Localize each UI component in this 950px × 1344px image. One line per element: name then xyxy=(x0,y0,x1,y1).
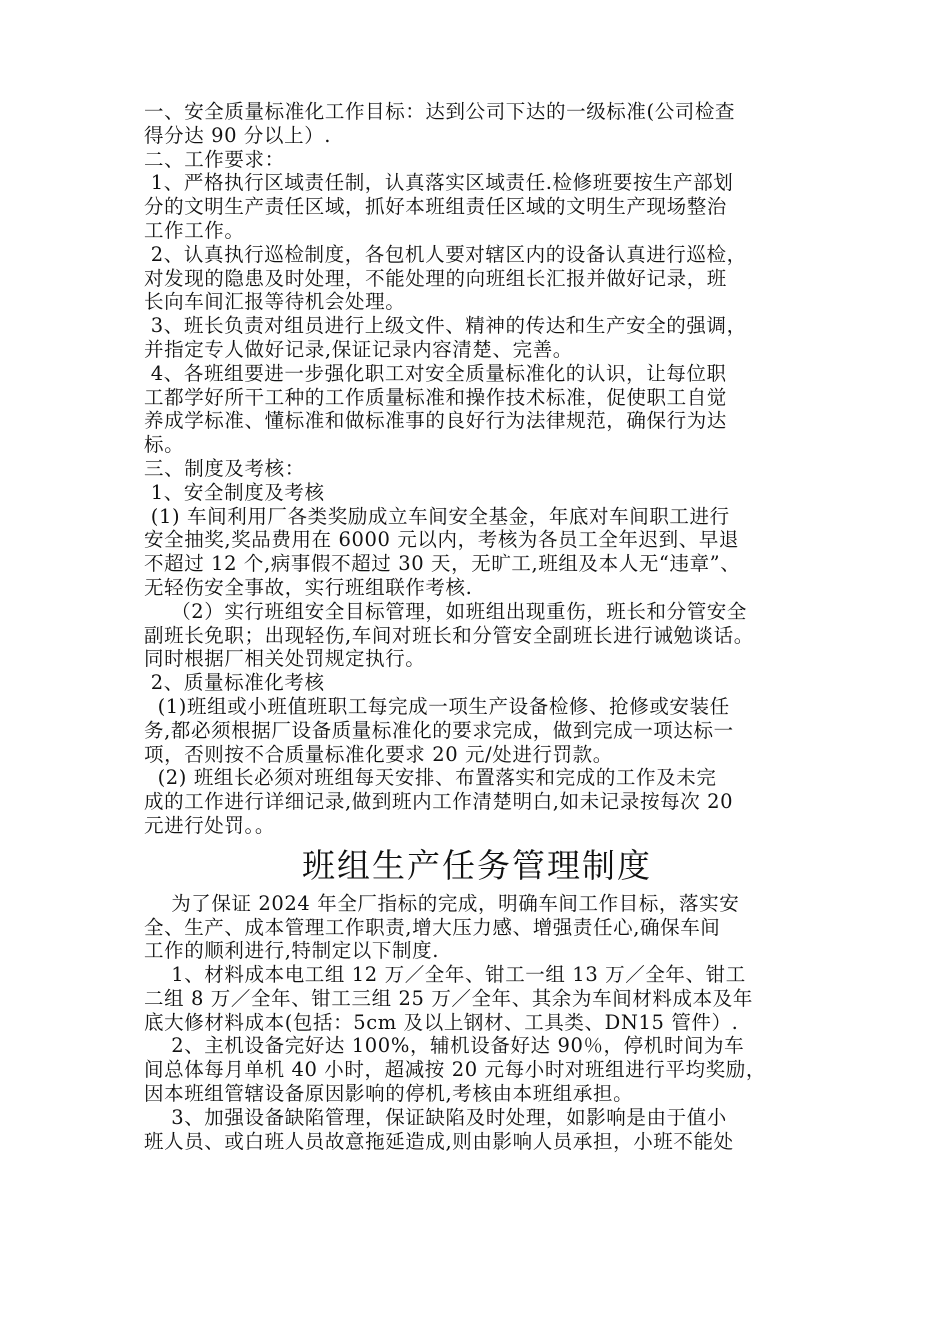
text-line: 不超过 12 个,病事假不超过 30 天，无旷工,班组及本人无“违章”、 xyxy=(144,552,741,576)
text-line: 对发现的隐患及时处理，不能处理的向班组长汇报并做好记录，班 xyxy=(144,266,727,290)
text-line: 4、各班组要进一步强化职工对安全质量标准化的认识，让每位职 xyxy=(144,361,727,385)
section-quality-standard xyxy=(144,100,810,838)
section-title: 班组生产任务管理制度 xyxy=(302,845,652,885)
text-line: 一、安全质量标准化工作目标：达到公司下达的一级标准(公司检查 xyxy=(144,100,736,123)
text-line: 2、质量标准化考核 xyxy=(144,671,325,695)
text-line: 因本班组管辖设备原因影响的停机,考核由本班组承担。 xyxy=(144,1082,634,1106)
text-line: 三、制度及考核： xyxy=(144,456,305,480)
text-line: 1、材料成本电工组 12 万／全年、钳工一组 13 万／全年、钳工 xyxy=(144,963,746,987)
text-line: 养成学标准、懂标准和做标准事的良好行为法律规范，确保行为达 xyxy=(144,409,727,433)
text-line: (1) 车间利用厂各类奖励成立车间安全基金，年底对车间职工进行 xyxy=(144,504,730,528)
text-line: 班人员、或白班人员故意拖延造成,则由影响人员承担，小班不能处 xyxy=(144,1129,734,1153)
text-line: 1、安全制度及考核 xyxy=(144,480,325,504)
text-line: 2、主机设备完好达 100%，辅机设备好达 90％，停机时间为车 xyxy=(144,1034,745,1058)
text-line: 工都学好所干工种的工作质量标准和操作技术标准，促使职工自觉 xyxy=(144,385,727,409)
text-line: 成的工作进行详细记录,做到班内工作清楚明白,如未记录按每次 20 xyxy=(144,790,734,814)
text-line: (1)班组或小班值班职工每完成一项生产设备检修、抢修或安装任 xyxy=(144,694,730,718)
text-line: 工作工作。 xyxy=(144,218,245,242)
text-line: 项，否则按不合质量标准化要求 20 元/处进行罚款。 xyxy=(144,742,613,766)
section-task-management xyxy=(144,892,810,1154)
text-line: 并指定专人做好记录,保证记录内容清楚、完善。 xyxy=(144,337,573,361)
text-line: 分的文明生产责任区域，抓好本班组责任区域的文明生产现场整治 xyxy=(144,195,727,219)
text-line: 得分达 90 分以上）. xyxy=(144,123,332,147)
text-line: (2) 班组长必须对班组每天安排、布置落实和完成的工作及未完 xyxy=(144,766,717,790)
text-line: 1、严格执行区域责任制，认真落实区域责任.检修班要按生产部划 xyxy=(144,171,734,195)
text-line: 元进行处罚。。 xyxy=(144,813,275,837)
text-line: 同时根据厂相关处罚规定执行。 xyxy=(144,647,426,671)
text-line: 二、工作要求： xyxy=(144,147,285,171)
text-line: （2）实行班组安全目标管理，如班组出现重伤，班长和分管安全 xyxy=(144,599,748,623)
text-line: 2、认真执行巡检制度，各包机人要对辖区内的设备认真进行巡检， xyxy=(144,242,747,266)
text-line: 二组 8 万／全年、钳工三组 25 万／全年、其余为车间材料成本及年 xyxy=(144,986,753,1010)
text-line: 标。 xyxy=(144,433,185,457)
text-line: 副班长免职；出现轻伤,车间对班长和分管安全副班长进行诫勉谈话。 xyxy=(144,623,754,647)
text-line: 工作的顺利进行,特制定以下制度. xyxy=(144,939,439,963)
text-line: 长向车间汇报等待机会处理。 xyxy=(144,290,406,314)
text-line: 3、加强设备缺陷管理，保证缺陷及时处理，如影响是由于值小 xyxy=(144,1105,727,1129)
text-line: 安全抽奖,奖品费用在 6000 元以内，考核为各员工全年迟到、早退 xyxy=(144,528,740,552)
text-line: 为了保证 2024 年全厂指标的完成，明确车间工作目标，落实安 xyxy=(144,891,740,915)
text-line: 务,都必须根据厂设备质量标准化的要求完成，做到完成一项达标一 xyxy=(144,718,734,742)
text-line: 底大修材料成本(包括：5cm 及以上钢材、工具类、DN15 管件）. xyxy=(144,1010,739,1034)
document-page xyxy=(144,100,810,1153)
text-line: 3、班长负责对组员进行上级文件、精神的传达和生产安全的强调， xyxy=(144,314,747,338)
text-line: 间总体每月单机 40 小时，超减按 20 元每小时对班组进行平均奖励， xyxy=(144,1058,766,1082)
text-line: 全、生产、成本管理工作职责,增大压力感、增强责任心,确保车间 xyxy=(144,915,721,939)
text-line: 无轻伤安全事故，实行班组联作考核. xyxy=(144,575,473,599)
